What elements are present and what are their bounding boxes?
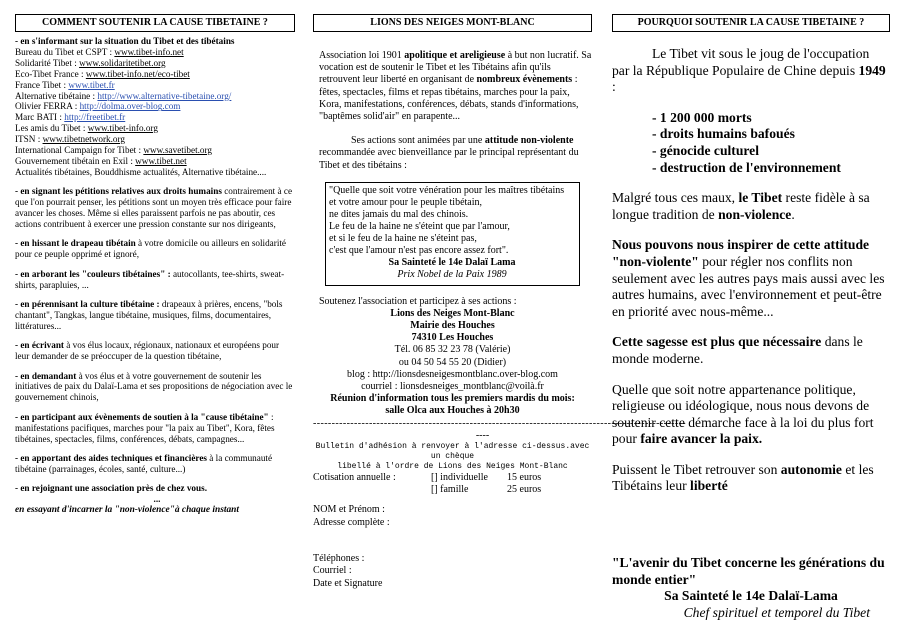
quote-line: Le feu de la haine ne s'éteint que par l'amour, [329,221,510,233]
quote-line: ne dites jamais du mal des chinois. [329,209,469,221]
option-individual-price: 15 euros [507,472,542,484]
support-item-text: autocollants, tee-shirts, sweat-shirts, parapluies, ... [15,268,285,290]
support-item [15,340,295,362]
p4-text: Quelle que soit notre appartenance politique, religieuse ou idéologique, nous nous devons de soutenir cette démarche face à la loi du plus fort pour [612,381,874,447]
column-header: COMMENT SOUTENIR LA CAUSE TIBETAINE ? [15,14,295,32]
blog-link[interactable]: blog : http://lionsdesneigesmontblanc.over-blog.com [347,368,558,380]
bulletin-line-2: libellé à l'ordre de Lions des Neiges Mont-Blanc [337,462,568,472]
mairie: Mairie des Houches [410,319,495,331]
link-url[interactable]: www.tibetnetwork.org [42,134,125,145]
p5-autonomie: autonomie [780,461,842,477]
text-segment: recommandée avec bienveillance par le principal représentant du Tibet et des tibétains : [319,147,579,171]
option-family[interactable]: [] famille [431,484,469,496]
link-row [15,134,295,145]
link-url[interactable]: http://dolma.over-blog.com [79,101,181,112]
support-item-text: à votre domicile ou ailleurs en solidarité pour ce peuple opprimé et ignoré, [15,238,287,260]
link-url[interactable]: www.tibet.fr [68,79,115,90]
support-item [15,412,295,445]
form-field[interactable]: Courriel : [313,565,352,577]
form-field[interactable]: Téléphones : [313,553,365,565]
email-link[interactable]: courriel : lionsdesneiges_montblanc@voilà.fr [361,381,544,392]
link-url[interactable]: www.solidaritetibet.org [79,57,166,68]
text-segment: apolitique et areligieuse [404,50,506,61]
p2-lead: Nous pouvons nous inspirer de cette attitude "non-violente" [612,237,870,269]
form-field[interactable]: Adresse complète : [313,516,390,528]
quote-line: et si le feu de la haine ne s'éteint pas, [329,233,477,245]
column-how-to-support [15,14,295,516]
phone-1: Tél. 06 85 32 23 78 (Valérie) [394,344,511,356]
link-row [15,145,295,156]
link-label: Les amis du Tibet : [15,123,88,134]
support-item-lead: - en écrivant [15,340,64,351]
support-item [15,371,295,404]
meeting-place: salle Olca aux Houches à 20h30 [385,405,520,417]
p5-liberte: liberté [690,478,728,494]
link-url[interactable]: www.savetibet.org [143,145,212,156]
support-item-text: contrairement à ce que l'on pourrait penser, les pétitions sont un moyen très efficace pour faire avancer les choses. Même si elles paraissent parfois ne pas aboutir, ces actions contribuent à exercer une pression constante sur nos dirigeants, [15,186,293,229]
meeting-info: Réunion d'information tous les premiers mardis du mois: [330,393,575,405]
text-segment: à but non lucratif. Sa vocation est de soutenir le Tibet et les Tibétains afin qu'ils retrouvent leur liberté en organisant de [319,50,592,86]
p4-peace: faire avancer la paix. [640,431,763,447]
support-item [15,453,295,475]
support-item-text: à vos élus et à votre gouvernement de soutenir les initiatives de paix du Dalaï-Lama et ses propositions de négociation avec le gouvernement chinois, [15,370,293,403]
column-why-support [612,14,890,621]
closing-role: Chef spirituel et temporel du Tibet [683,604,870,620]
support-item-text: : manifestations pacifiques, marches pour "la paix au Tibet", Kora, fêtes tibétaines, spectacles, films, conférences, débats, campagnes... [15,411,275,444]
form-field[interactable] [313,541,592,553]
link-row [15,80,295,91]
p3-rest: dans le monde moderne. [612,334,863,366]
link-row [15,123,295,134]
form-field[interactable] [313,529,592,541]
support-item-lead: - en pérennisant la culture tibétaine : [15,299,160,310]
cotisation-row [313,472,592,484]
support-item-lead: - en hissant le drapeau tibétain [15,238,136,249]
fact-item: - 1 200 000 morts [652,109,752,125]
p5-c: et les Tibétains leur [612,461,874,494]
quote-line: "Quelle que soit votre vénération pour les maîtres tibétains [329,184,565,196]
link-label: Marc BATI : [15,112,65,123]
fact-item: - destruction de l'environnement [652,159,841,175]
paragraph-non-violence [612,190,890,223]
column-header: POURQUOI SOUTENIR LA CAUSE TIBETAINE ? [612,14,890,32]
support-item-lead: - en participant aux évènements de soutien à la "cause tibétaine" [15,411,269,422]
support-item-text: drapeaux à prières, encens, "bols chantant", Tangkas, langue tibétaine, musiques, films, documentaires, littératures... [15,299,283,331]
support-item-lead: - en apportant des aides techniques et financières [15,453,207,463]
non-violence-paragraph [319,135,592,172]
link-label: International Campaign for Tibet : [15,145,144,156]
association-lead: - en rejoignant une association [15,483,135,494]
fact-item: - génocide culturel [652,142,759,158]
quote-author: Sa Sainteté le 14e Dalaï Lama [388,257,516,269]
link-label: France Tibet : [15,79,69,90]
form-fields [313,504,592,589]
support-item-lead: - en signant les pétitions relatives aux droits humains [15,186,222,197]
paragraph-wisdom [612,334,890,367]
inform-lead: - en s'informant sur la situation du Tibet et des tibétains [15,36,235,46]
p2-rest: pour régler nos conflits non seulement avec les autres pays mais aussi avec les autres humains, avec l'environnement et peut-être en priorité avec nous-même... [612,253,885,319]
quote-prize: Prix Nobel de la Paix 1989 [397,269,507,281]
link-label: Alternative tibétaine : [15,90,98,101]
facts-list [612,110,890,176]
option-family-price: 25 euros [507,484,542,496]
text-segment: Ses actions sont animées par une [351,135,485,147]
link-url[interactable]: www.tibet-info.net [114,46,184,57]
paragraph-inspire [612,237,890,320]
dalai-lama-quote-box [325,182,580,286]
closing-author: Sa Sainteté le 14e Dalaï-Lama [664,588,838,604]
link-label: Eco-Tibet France : [15,68,86,79]
p1-a: Malgré tous ces maux, [612,190,739,206]
quote-line: c'est que l'amour n'est pas encore assez fort". [329,245,509,257]
family-row [313,484,592,496]
support-item-text: à vos élus locaux, régionaux, nationaux et européens pour leur demander de se préoccuper de la question tibétaine, [15,340,280,362]
org-name: Lions des Neiges Mont-Blanc [390,307,515,319]
support-item [15,299,295,332]
text-segment: attitude non-violente [484,135,574,147]
short-dash: ---- [475,429,490,441]
support-item [15,186,295,230]
form-field[interactable]: NOM et Prénom : [313,504,385,516]
bulletin-line-1: Bulletin d'adhésion à renvoyer à l'adresse ci-dessus.avec un chèque [315,442,590,462]
quote-lines [329,185,575,258]
link-label: Gouvernement tibétain en Exil : [15,155,136,166]
text-segment: : fêtes, spectacles, films et repas tibétains, marches pour la paix, Kora, manifestations, conférences, débats, stands d'informations, "baptêmes solid'air" en parapente... [319,74,579,123]
link-label: ITSN : [15,134,43,145]
paragraph-autonomy [612,462,890,495]
quote-line: et votre amour pour le peuple tibétain, [329,196,483,208]
p1-end: . [791,206,795,222]
cut-line: ---------------------------------------------------------------------------------------------------- [313,417,687,429]
form-field[interactable]: Date et Signature [313,577,383,589]
support-item-text: à la communauté tibétaine (parrainages, écoles, santé, culture...) [15,453,273,474]
text-segment: nombreux évènements [476,74,573,86]
p1-c: reste fidèle à sa longue tradition de [612,190,870,222]
link-label: Bureau du Tibet et CSPT : [15,46,115,57]
association-item [15,483,295,494]
link-row [15,47,295,58]
final-line: en essayant d'incarner la "non-violence"à chaque instant [15,505,239,516]
association-rest: près de chez vous. [134,483,208,494]
link-row [15,69,295,80]
p3-lead: Cette sagesse est plus que nécessaire [612,334,822,350]
option-individual[interactable]: [] individuelle [431,472,488,484]
phone-2: ou 04 50 54 55 20 (Didier) [398,356,507,368]
support-item [15,269,295,291]
actualites-line: Actualités tibétaines, Bouddhisme actualités, Alternative tibétaine.... [15,166,267,177]
support-items [15,178,295,475]
link-row [15,101,295,112]
city: 74310 Les Houches [411,332,494,344]
intro-text: Le Tibet vit sous le joug de l'occupation par la République Populaire de Chine depuis [612,46,870,78]
text-segment: Association loi 1901 [319,50,405,61]
support-line: Soutenez l'association et participez à ses actions : [319,295,517,307]
cotisation-label: Cotisation annuelle : [313,472,396,484]
support-item-lead: - en demandant [15,370,77,381]
link-row [15,156,295,167]
closing-quote: "L'avenir du Tibet concerne les générations du monde entier" [612,555,885,587]
support-item [15,238,295,260]
link-label: Solidarité Tibet : [15,57,80,68]
fact-item: - droits humains bafoués [652,126,795,142]
link-row [15,91,295,102]
link-url[interactable]: www.tibet-info.org [87,123,158,134]
column-header: LIONS DES NEIGES MONT-BLANC [313,14,592,32]
link-row [15,112,295,123]
links-list [15,47,295,167]
link-url[interactable]: www.tibet.net [135,155,187,166]
link-url[interactable]: http://www.alternative-tibetaine.org/ [97,90,232,101]
p5-a: Puissent le Tibet retrouver son [612,461,781,477]
paragraph-peace [612,382,890,448]
link-url[interactable]: http://freetibet.fr [64,112,126,123]
intro-end: : [612,79,616,95]
dots: ... [153,494,161,505]
support-item-lead: - en arborant les "couleurs tibétaines" : [15,268,171,279]
link-url[interactable]: www.tibet-info.net/eco-tibet [85,68,190,79]
intro-paragraph [612,46,890,96]
p1-tibet: le Tibet [738,190,783,206]
association-description [319,50,592,123]
link-label: Olivier FERRA : [15,101,80,112]
p1-nonviolence: non-violence [718,206,792,222]
link-row [15,58,295,69]
intro-year: 1949 [858,62,886,78]
